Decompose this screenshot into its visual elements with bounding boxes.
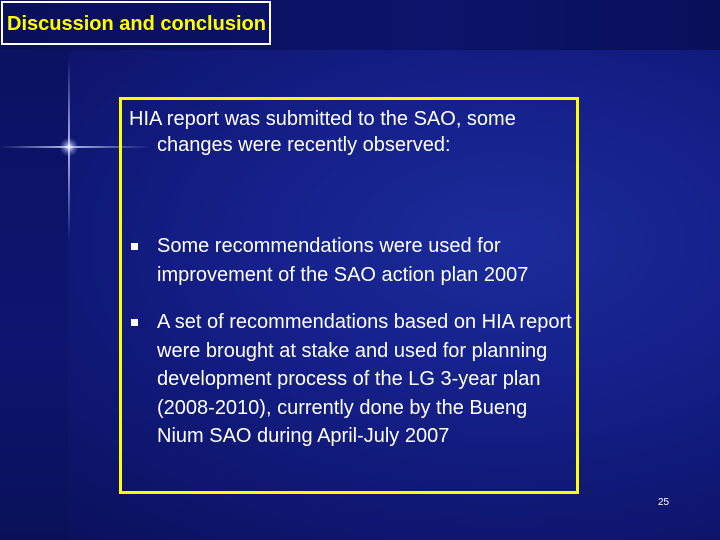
bullet-text: A set of recommendations based on HIA report were brought at stake and used for planning development process of the LG 3-year plan (2008-2010), currently done by the Bueng Nium SAO during April-July 2007 [157,311,572,447]
page-number: 25 [658,497,670,508]
intro-text: HIA report was submitted to the SAO, some changes were recently observed: [129,108,516,156]
slide-title: Discussion and conclusion [7,13,266,35]
bullet-item [129,232,579,289]
bullet-text: Some recommendations were used for improvement of the SAO action plan 2007 [157,235,529,286]
square-bullet-icon [131,243,138,250]
bullet-item [129,308,579,451]
bullet-list [129,232,579,470]
left-sidebar-band [0,50,68,540]
square-bullet-icon [131,319,138,326]
sparkle-star-icon [60,138,78,156]
